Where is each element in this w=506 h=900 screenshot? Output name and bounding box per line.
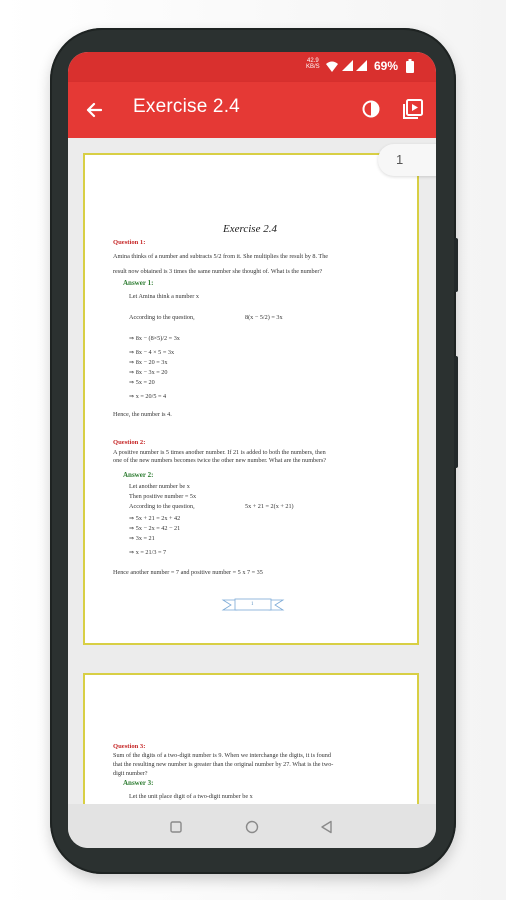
answer-2-step: ⇒ 5x − 2x = 42 − 21 [129,525,181,532]
screen [68,52,436,848]
answer-1-step: ⇒ 8x − 20 = 3x [129,359,168,366]
answer-2-label: Answer 2: [123,471,154,479]
question-2-label: Question 2: [113,439,146,446]
battery-percent: 69% [374,59,399,73]
answer-2-step: 5x + 21 = 2(x + 21) [245,503,294,510]
answer-2-step: According to the question, [129,503,195,510]
answer-1-conclusion: Hence, the number is 4. [113,411,172,418]
page-title: Exercise 2.4 [133,96,240,117]
answer-3-label: Answer 3: [123,779,154,787]
question-3-text-line3: digit number? [113,770,148,777]
answer-1-step: ⇒ 8x − 4 × 5 = 3x [129,349,175,356]
network-speed-unit: KB/S [306,64,320,70]
back-arrow-icon[interactable] [86,102,102,118]
status-bar [68,52,436,82]
pdf-page-2 [83,673,419,823]
answer-1-step: ⇒ 8x − 3x = 20 [129,369,168,376]
answer-1-label: Answer 1: [123,279,154,287]
answer-1-step: ⇒ 8x − (8×5)/2 = 3x [129,335,180,342]
answer-2-conclusion: Hence another number = 7 and positive number = 5 x 7 = 35 [113,569,263,576]
question-3-text-line2: that the resulting new number is greater than the original number by 27. What is the two- [113,761,334,768]
contrast-icon[interactable] [362,100,380,118]
home-icon[interactable] [245,820,259,834]
answer-2-step: Let another number be x [129,483,190,490]
signal-icon-2 [356,60,367,71]
answer-1-step: 8(x − 5/2) = 3x [245,314,283,321]
navigation-bar [68,804,436,848]
question-1-text-line1: Amina thinks of a number and subtracts 5/2 from it. She multiplies the result by 8. The [113,253,329,260]
signal-icon [342,60,353,71]
power-button [454,356,458,468]
answer-1-step: Let Amina think a number x [129,293,199,300]
pdf-viewer[interactable] [68,138,436,804]
network-speed-value: 42.9 [307,58,319,64]
question-3-label: Question 3: [113,743,146,750]
question-1-label: Question 1: [113,239,146,246]
volume-button [454,238,458,292]
exercise-heading: Exercise 2.4 [223,223,277,235]
answer-1-step: ⇒ 5x = 20 [129,379,155,386]
answer-2-step: ⇒ 5x + 21 = 2x + 42 [129,515,181,522]
pdf-page-1 [83,153,419,645]
question-2-text-line2: one of the new numbers becomes twice the other new number. What are the numbers? [113,457,327,464]
question-2-text-line1: A positive number is 5 times another number. If 21 is added to both the numbers, then [113,449,326,456]
answer-3-step: Let the unit place digit of a two-digit number be x [129,793,253,800]
video-library-icon[interactable] [403,99,423,119]
answer-2-step: Then positive number = 5x [129,493,197,500]
page-footer-number: 1 [251,602,254,607]
battery-icon [406,59,414,73]
answer-1-step: ⇒ x = 20/5 = 4 [129,393,167,400]
answer-1-step: According to the question, [129,314,195,321]
recents-icon[interactable] [170,821,182,833]
question-1-text-line2: result now obtained is 3 times the same number she thought of. What is the number? [113,268,323,275]
question-3-text-line1: Sum of the digits of a two-digit number is 9. When we interchange the digits, it is found [113,752,331,759]
answer-2-step: ⇒ x = 21/3 = 7 [129,549,167,556]
wifi-icon [326,61,338,72]
network-speed [306,58,320,70]
app-bar [68,82,436,138]
answer-2-step: ⇒ 3x = 21 [129,535,155,542]
page-number-indicator: 1 [378,144,436,176]
back-icon[interactable] [320,820,333,834]
